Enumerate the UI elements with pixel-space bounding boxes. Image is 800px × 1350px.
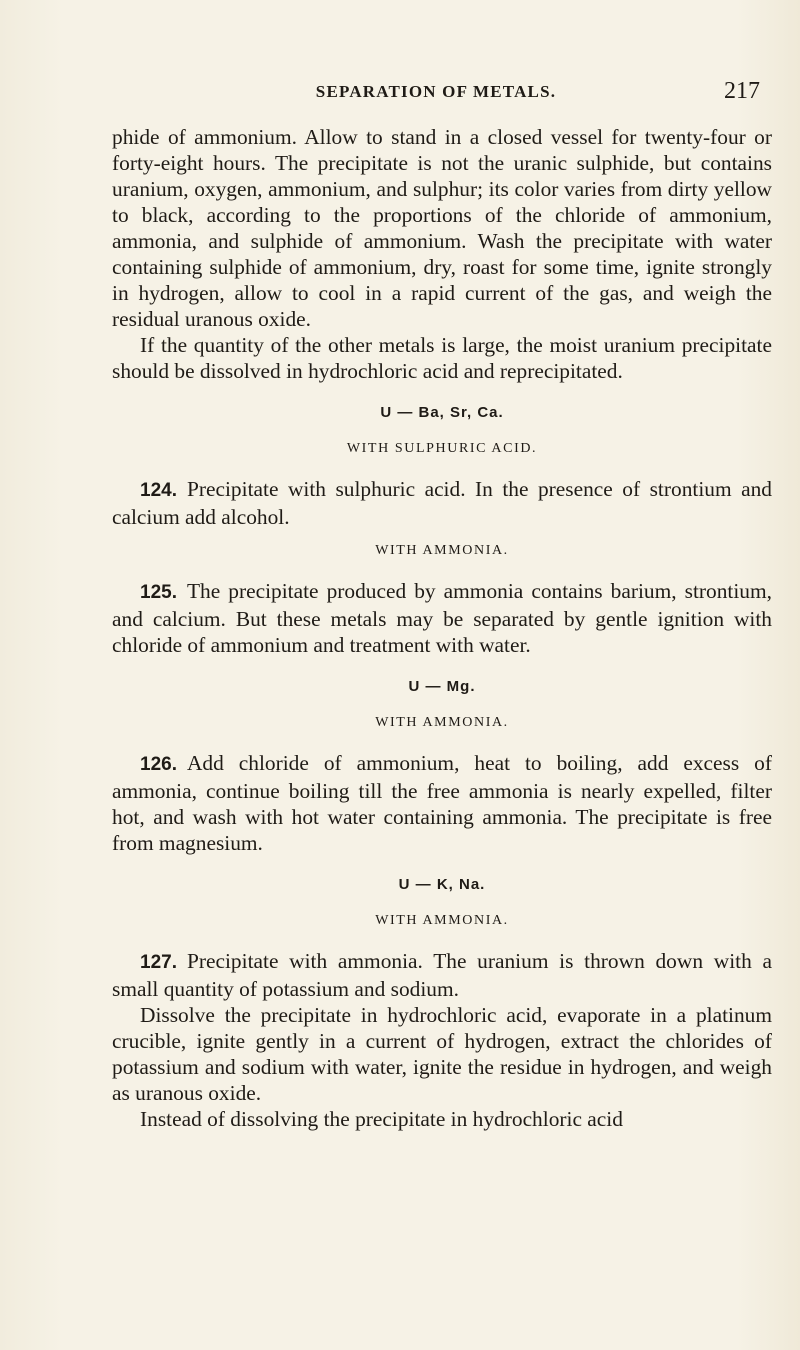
paragraph-text: Precipitate with ammonia. The uranium is thrown down with a small quantity of potassium and sodium.: [112, 949, 772, 1001]
subheading-sulphuric-acid: WITH SULPHURIC ACID.: [346, 441, 538, 456]
paragraph-number: 127.: [140, 952, 177, 973]
body-text: [112, 124, 772, 1132]
paragraph-text: Add chloride of ammonium, heat to boiling, add excess of ammonia, continue boiling till the free ammonia is nearly expelled, filter hot, and wash with hot water containing ammonia. The precipitate is free from magnesium.: [112, 751, 772, 855]
subheading-ammonia: WITH AMMONIA.: [375, 715, 509, 730]
paragraph-127: [112, 948, 772, 1002]
paragraph-125: [112, 578, 772, 658]
subheading-ammonia: WITH AMMONIA.: [375, 543, 509, 558]
paragraph-text: Precipitate with sulphuric acid. In the presence of strontium and calcium add alcohol.: [112, 477, 772, 529]
section-heading-u-mg: U — Mg.: [408, 678, 476, 695]
page-header: [112, 78, 760, 108]
paragraph-127-dissolve: Dissolve the precipitate in hydrochloric acid, evaporate in a platinum crucible, ignite gently in a current of hydrogen, extract the chlorides of potassium and sodium with water, ignite the residue in hydrogen, and weigh as uranous oxide.: [112, 1003, 772, 1105]
paragraph-number: 124.: [140, 480, 177, 501]
page-number: 217: [724, 78, 760, 104]
paragraph-reprecipitation: If the quantity of the other metals is large, the moist uranium precipitate should be dissolved in hydrochloric acid and reprecipitated.: [112, 333, 772, 383]
section-heading-u-ba-sr-ca: U — Ba, Sr, Ca.: [380, 404, 504, 421]
paragraph-127-instead: Instead of dissolving the precipitate in hydrochloric acid: [140, 1107, 623, 1131]
paragraph-124: [112, 476, 772, 530]
paragraph-number: 125.: [140, 582, 177, 603]
subheading-ammonia: WITH AMMONIA.: [375, 913, 509, 928]
paragraph-number: 126.: [140, 754, 177, 775]
section-heading-u-k-na: U — K, Na.: [398, 876, 486, 893]
paragraph-126: [112, 750, 772, 856]
paragraph-continuation: phide of ammonium. Allow to stand in a closed vessel for twenty-four or forty-eight hours. The precipitate is not the uranic sulphide, but contains uranium, oxygen, ammonium, and sulphur; its color varies from dirty yellow to black, according to the proportions of the chloride of ammonium, ammonia, and sulphide of ammonium. Wash the precipitate with water containing sulphide of ammonium, dry, roast for some time, ignite strongly in hydrogen, allow to cool in a rapid current of the gas, and weigh the residual uranous oxide.: [112, 125, 772, 331]
running-head: SEPARATION OF METALS.: [315, 82, 557, 101]
paragraph-text: The precipitate produced by ammonia contains barium, strontium, and calcium. But these metals may be separated by gentle ignition with chloride of ammonium and treatment with water.: [112, 579, 772, 657]
